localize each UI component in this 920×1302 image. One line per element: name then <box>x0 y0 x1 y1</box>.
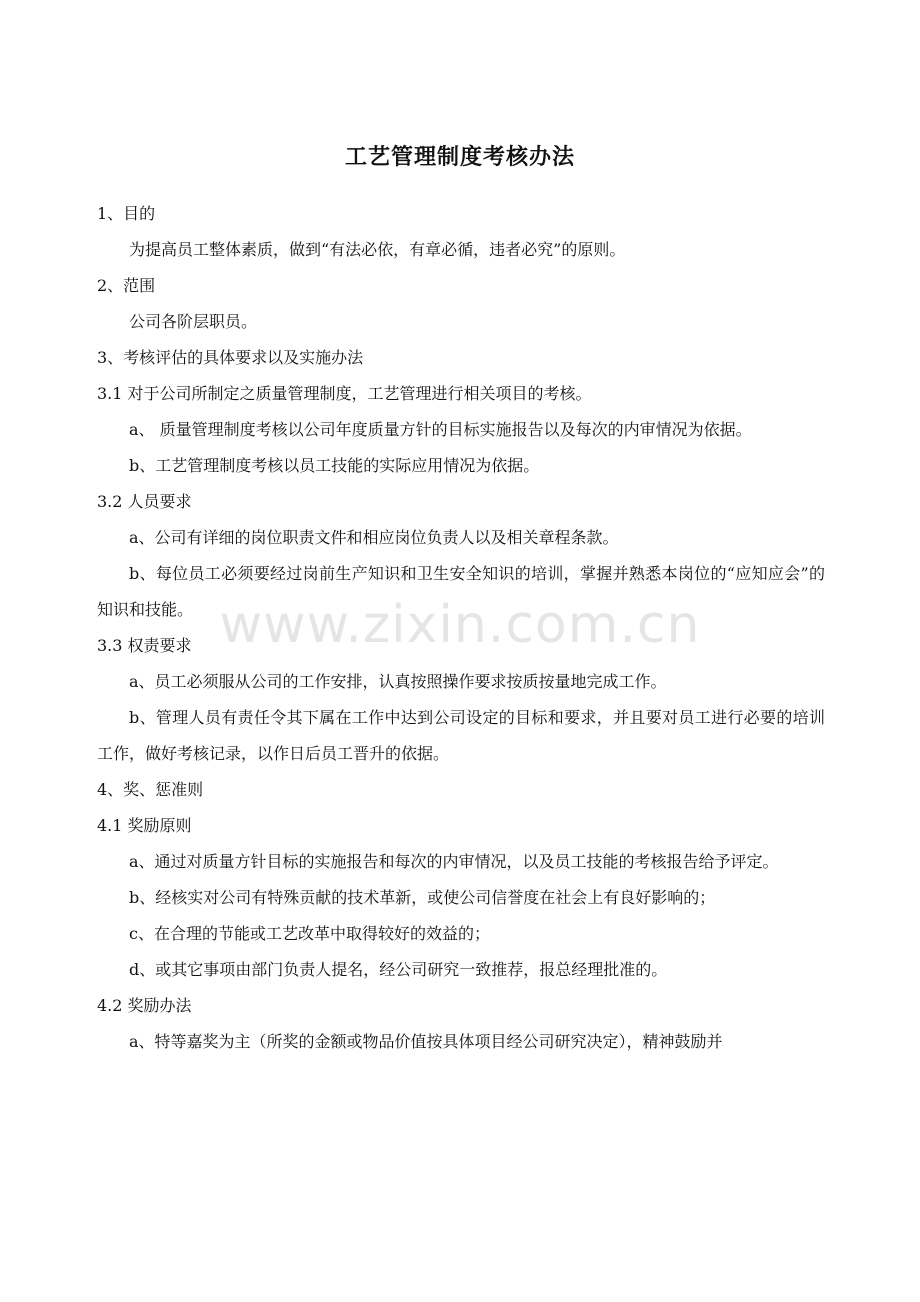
paragraph: 3.2 人员要求 <box>97 492 192 511</box>
paragraph: a、通过对质量方针目标的实施报告和每次的内审情况，以及员工技能的考核报告给予评定。 <box>129 852 779 871</box>
document-title: 工艺管理制度考核办法 <box>344 145 575 170</box>
paragraph: d、或其它事项由部门负责人提名，经公司研究一致推荐，报总经理批准的。 <box>129 960 668 979</box>
paragraph: 4.2 奖励办法 <box>97 996 192 1015</box>
paragraph: 3.1 对于公司所制定之质量管理制度，工艺管理进行相关项目的考核。 <box>97 384 592 403</box>
paragraph: b、管理人员有责任令其下属在工作中达到公司设定的目标和要求，并且要对员工进行必要的培训工作，做好考核记录，以作日后员工晋升的依据。 <box>97 708 825 763</box>
watermark: www.zixin.com.cn <box>219 595 701 655</box>
paragraph: 3.3 权责要求 <box>97 636 192 655</box>
paragraph: 为提高员工整体素质，做到“有法必依，有章必循，违者必究”的原则。 <box>129 240 626 259</box>
paragraph: b、每位员工必须要经过岗前生产知识和卫生安全知识的培训，掌握并熟悉本岗位的“应知应会”的知识和技能。 <box>97 564 825 619</box>
paragraph: b、经核实对公司有特殊贡献的技术革新，或使公司信誉度在社会上有良好影响的； <box>129 888 716 907</box>
paragraph: c、在合理的节能或工艺改革中取得较好的效益的； <box>129 924 490 943</box>
paragraph: a、特等嘉奖为主（所奖的金额或物品价值按具体项目经公司研究决定），精神鼓励并 <box>129 1032 723 1051</box>
paragraph: a、员工必须服从公司的工作安排，认真按照操作要求按质按量地完成工作。 <box>129 672 667 691</box>
paragraph: b、工艺管理制度考核以员工技能的实际应用情况为依据。 <box>129 456 540 475</box>
paragraph: 公司各阶层职员。 <box>129 312 258 331</box>
paragraph: 1、目的 <box>97 204 156 223</box>
paragraph: 4.1 奖励原则 <box>97 816 192 835</box>
document-body <box>97 196 825 1060</box>
paragraph: 3、考核评估的具体要求以及实施办法 <box>97 348 364 367</box>
paragraph: a、 质量管理制度考核以公司年度质量方针的目标实施报告以及每次的内审情况为依据。 <box>129 420 752 439</box>
paragraph: 2、范围 <box>97 276 156 295</box>
paragraph: a、公司有详细的岗位职责文件和相应岗位负责人以及相关章程条款。 <box>129 528 619 547</box>
paragraph: 4、奖、惩准则 <box>97 780 204 799</box>
